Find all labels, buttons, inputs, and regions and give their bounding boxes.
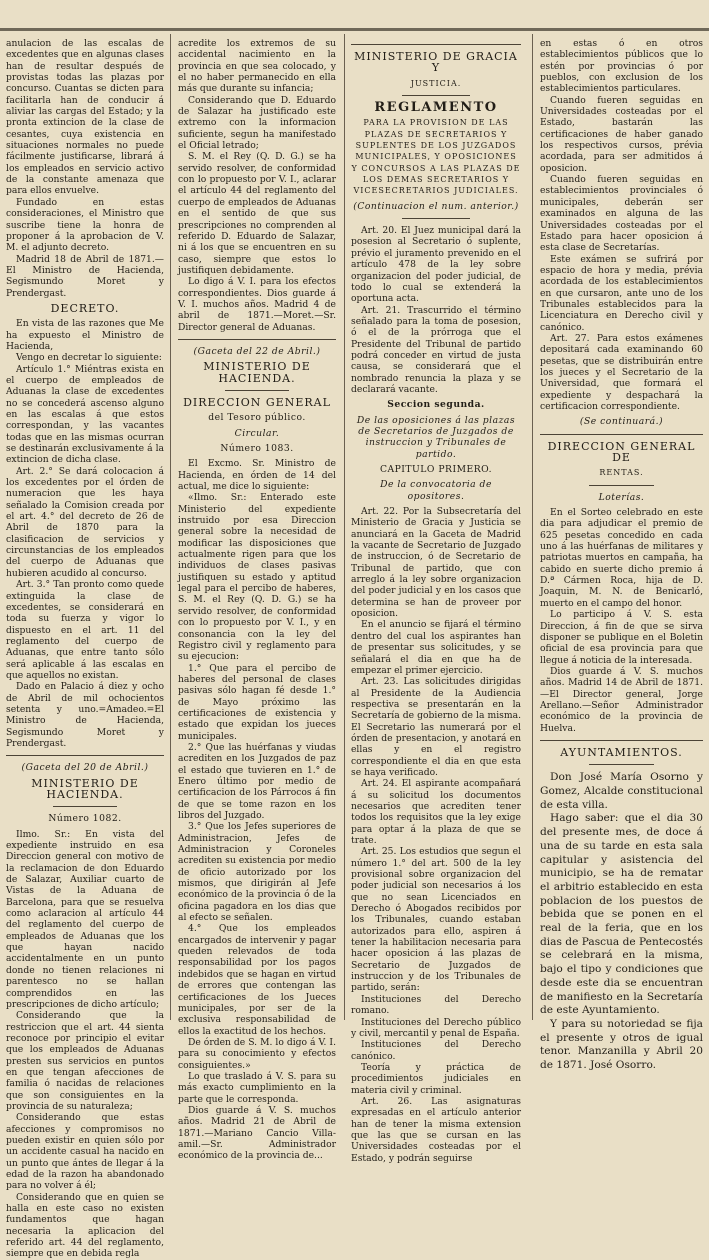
section-rule [540, 740, 703, 741]
column-divider [170, 34, 171, 1020]
article-paragraph: Fundado en estas consideraciones, el Ministro que suscribe tiene la honra de proponer á la aprobacion de V. M. el adjunto decreto. [6, 196, 164, 254]
article-paragraph: Art. 25. Los estudios que segun el número 1.° del art. 500 de la ley provisional sobre organizacion del poder judicial son necesarios á los que no sean Licenciados en Derecho ó Abogados recibidos por los Tribunales, cuando estaban autorizados para ello, aspiren á tener la habilitacion necesaria para hacer oposicion á las plazas de Secretario de Juzgados de instruccion y de los Tribunales de partido, serán: [351, 846, 521, 994]
municipal-notice [540, 771, 703, 1072]
article-paragraph: Considerando que la restriccion que el art. 44 sienta reconoce por principio el evitar que los empleados de Aduanas presten sus servicios en puntos en que tengan afecciones de familia ó nacidas de relaciones que son consiguientes en la provincia de su naturaleza; [6, 1010, 164, 1112]
section-heading: RENTAS. [599, 468, 644, 478]
section-rule [178, 339, 336, 340]
section-heading: Loterías. [598, 491, 645, 503]
section-rule [540, 434, 703, 435]
article-paragraph: Art. 26. Las asignaturas expresadas en el artículo anterior han de tener la misma extension que las que se cursan en las Universidades costeadas por el Estado, y podrán seguirse [351, 1095, 521, 1164]
section-heading: Número 1082. [48, 813, 122, 825]
article-paragraph: Considerando que D. Eduardo de Salazar ha justificado este extremo con la informacion suficiente, segun ha manifestado el Oficial letrado; [178, 94, 336, 152]
article-paragraph: Lo participo á V. S. esta Direccion, á fin de que se sirva disponer se publique en el Boletin oficial de esa provincia para que llegue á noticia de la interesada. [540, 609, 703, 666]
short-separator [589, 764, 654, 765]
section-heading: MINISTERIO DE HACIENDA. [31, 776, 139, 801]
section-rule [351, 44, 521, 45]
section-heading: De la convocatoria de opositores. [380, 479, 492, 502]
article-paragraph: Este exámen se sufrirá por espacio de hora y media, prévia acordada de los establecimientos en que cursaron, ante uno de los Tribunales establecidos para la Licenciatura en Derecho civil y canónico. [540, 253, 703, 333]
article-paragraph: Madrid 18 de Abril de 1871.—El Ministro de Hacienda, Segismundo Moret y Prendergast. [6, 253, 164, 299]
article-paragraph: Art. 3.° Tan pronto como quede extinguida la clase de excedentes, se considerará en toda su fuerza y vigor lo dispuesto en el art. 11 del reglamento del cuerpo de Aduanas, que entre tanto sólo será aplicable á las escalas en que aquellos no existan. [6, 579, 164, 681]
section-heading: Seccion segunda. [387, 399, 485, 411]
section-heading: MINISTERIO DE GRACIA Y [354, 50, 518, 75]
column-4 [540, 38, 703, 1072]
short-separator [402, 218, 470, 219]
article-paragraph: Dios guarde á V. S. muchos años. Madrid 14 de Abril de 1871.—El Director general, Jorge Arellano.—Señor Administrador económico de la provincia de Huelva. [540, 665, 703, 734]
short-separator [53, 806, 116, 807]
article-paragraph: anulacion de las escalas de excedentes que en algunas clases han de resultar después de provistas todas las plazas por concurso. Cuantas se dicten para facilitarla han de conducir á aliviar las cargas del Estado; y la pronta extincion de la clase de cesantes, cuya existencia en situaciones normales no puede fácilmente justificarse, librará á los empleados en servicio activo de la constante amenaza que para ellos envuelve. [6, 38, 164, 197]
article-paragraph: Considerando que en quien se halla en este caso no existen fundamentos que hagan necesaria la aplicacion del referido art. 44 del reglamento, siempre que en debida regla [6, 1191, 164, 1260]
section-heading: MINISTERIO DE HACIENDA. [203, 360, 311, 385]
section-heading: Circular. [234, 427, 280, 439]
section-rule [6, 755, 164, 756]
article-paragraph: Art. 27. Para estos exámenes depositará cada examinando 60 pesetas, que se distribuirán entre los jueces y el Secretario de la Universidad, que formará el expediente y despachará la certificacion correspondiente. [540, 332, 703, 412]
section-heading: PARA LA PROVISION DE LAS PLAZAS DE SECRETARIOS Y SUPLENTES DE LOS JUZGADOS MUNICIPALES, Y OPOSICIONES Y CONCURSOS A LAS PLAZAS DE LOS DEMAS SECRETARIOS Y VICESECRETARIOS JUDICIALES. [351, 118, 521, 196]
article-paragraph: S. M. el Rey (Q. D. G.) se ha servido resolver, de conformidad con lo propuesto por V. I., aclarar el artículo 44 del reglamento del cuerpo de empleados de Aduanas en el sentido de que sus prescripciones no comprenden al referido D. Eduardo de Salazar, ni á los que se encuentren en su caso, siempre que estos lo justifiquen debidamente. [178, 151, 336, 276]
notice-paragraph: Hago saber: que el dia 30 del presente mes, de doce á una de su tarde en esta sala capitular y asistencia del municipio, se ha de rematar el arbitrio establecido en esta poblacion de los puestos de bebida que se ponen en el real de la feria, que en los dias de Pascua de Pentecostés se celebrará en la misma, bajo el tipo y condiciones que desde este dia se encuentran de manifiesto en la Secretaría de este Ayuntamiento. [540, 812, 703, 1017]
section-heading: DECRETO. [50, 301, 120, 315]
section-heading: (Gaceta del 22 de Abril.) [193, 345, 321, 357]
article-paragraph: Cuando fueren seguidas en Universidades costeadas por el Estado, bastarán las certificaciones de haber ganado los respectivos cursos, prévia acordada, para ser admitidos á oposicion. [540, 94, 703, 174]
article-paragraph: Art. 20. El Juez municipal dará la posesion al Secretario ó suplente, prévio el juramento prevenido en el artículo 478 de la ley sobre organizacion del poder judicial, de todo lo cual se extenderá la oportuna acta. [351, 225, 521, 305]
article-paragraph: Dado en Palacio á diez y ocho de Abril de mil ochocientos setenta y uno.=Amadeo.=El Ministro de Hacienda, Segismundo Moret y Prendergast. [6, 681, 164, 749]
section-heading: De las oposiciones á las plazas de Secretarios de Juzgados de instruccion y Tribunales de partido. [356, 414, 516, 460]
article-paragraph: acredite los extremos de su accidental nacimiento en la provincia en que sea colocado, y el no haber permanecido en ella más que durante su infancia; [178, 38, 336, 95]
section-heading: Número 1083. [220, 443, 294, 454]
top-border [0, 28, 709, 31]
notice-paragraph: Y para su notoriedad se fija el presente y otros de igual tenor. Manzanilla y Abril 20 de 1871. José Osorro. [540, 1017, 703, 1072]
article-paragraph: Cuando fueren seguidas en establecimientos provinciales ó municipales, deberán ser examinados en alguna de las Universidades costeadas por el Estado para hacer oposicion á esta clase de Secretarías. [540, 174, 703, 254]
article-paragraph: En vista de las razones que Me ha expuesto el Ministro de Hacienda, [6, 318, 164, 352]
column-1 [6, 38, 164, 1260]
notice-paragraph: Don José María Osorno y Gomez, Alcalde constitucional de esta villa. [540, 771, 703, 811]
article-paragraph: De órden de S. M. lo digo á V. I. para su conocimiento y efectos consiguientes.» [178, 1036, 336, 1071]
article-paragraph: El Excmo. Sr. Ministro de Hacienda, en órden de 14 del actual, me dice lo siguiente: [178, 458, 336, 493]
short-separator [225, 390, 288, 391]
article-paragraph: 3.° Que los Jefes superiores de Administracion, Jefes de Administracion y Coroneles acrediten su existencia por medio de oficio autorizado por los mismos, que dirigirán al Jefe económico de la provincia ó de la oficina pagadora en los dias que al efecto se señalen. [178, 821, 336, 924]
short-separator [402, 95, 470, 96]
article-paragraph: Art. 24. El aspirante acompañará á su solicitud los documentos necesarios que acrediten tener todos los requisitos que la ley exige para optar á la plaza de que se trate. [351, 778, 521, 846]
article-paragraph: Ilmo. Sr.: En vista del expediente instruido en esa Direccion general con motivo de la reclamacion de don Eduardo de Salazar, Auxiliar cuarto de Vistas de la Aduana de Barcelona, para que se resuelva como aclaracion al artículo 44 del reglamento del cuerpo de empleados de Aduanas que los que hayan nacido accidentalmente en un punto donde no tienen relaciones ni parentesco no se hallan comprendidos en las prescripciones de dicho artículo; [6, 828, 164, 1010]
section-heading: DIRECCION GENERAL [183, 395, 331, 409]
section-heading: del Tesoro público. [208, 412, 306, 424]
article-paragraph: Teoría y práctica de procedimientos judiciales en materia civil y criminal. [351, 1061, 521, 1096]
article-paragraph: Instituciones del Derecho público y civil, mercantil y penal de España. [351, 1016, 521, 1039]
column-divider [532, 34, 533, 1020]
article-paragraph: Art. 2.° Se dará colocacion á los excedentes por el órden de numeracion que les haya señalado la Comision creada por el art. 4.° del decreto de 26 de Abril de 1870 para la clasificacion de servicios y circunstancias de los empleados del cuerpo de Aduanas que hubieren acudido al concurso. [6, 465, 164, 579]
article-paragraph: Art. 23. Las solicitudes dirigidas al Presidente de la Audiencia respectiva se presentarán en la Secretaría de gobierno de la misma. El Secretario las numerará por el órden de presentacion, y anotará en ellas y en el registro correspondiente el dia en que esta se haya verificado. [351, 676, 521, 778]
article-paragraph: Vengo en decretar lo siguiente: [16, 352, 162, 364]
article-paragraph: 1.° Que para el percibo de haberes del personal de clases pasivas sólo hagan fé desde 1.° de Mayo próximo las certificaciones de existencia y estado que expidan los jueces municipales. [178, 662, 336, 742]
column-divider [344, 34, 345, 1020]
section-heading: REGLAMENTO [374, 100, 498, 116]
article-paragraph: En el anuncio se fijará el término dentro del cual los aspirantes han de presentar sus solicitudes, y se señalará el dia en que ha de empezar el primer ejercicio. [351, 619, 521, 676]
section-heading: (Gaceta del 20 de Abril.) [21, 762, 149, 774]
article-paragraph: Instituciones del Derecho romano. [351, 993, 521, 1017]
article-paragraph: 4.° Que los empleados encargados de intervenir y pagar queden relevados de toda responsabilidad por los pagos indebidos que se hagan en virtud de errores que contengan las certificaciones de los Jueces municipales, por ser de la exclusiva responsabilidad de ellos la exactitud de los hechos. [178, 923, 336, 1037]
column-2 [178, 38, 336, 1162]
short-separator [589, 485, 654, 486]
article-paragraph: Lo digo á V. I. para los efectos correspondientes. Dios guarde á V. I. muchos años. Madrid 4 de abril de 1871.—Moret.—Sr. Director general de Aduanas. [178, 276, 336, 333]
article-paragraph: Dios guarde á V. S. muchos años. Madrid 21 de Abril de 1871.—Mariano Cancio Villa-amil.—Sr. Administrador económico de la provincia de... [178, 1104, 336, 1162]
section-heading: (Continuacion el num. anterior.) [353, 200, 519, 212]
article-paragraph: 2.° Que las huérfanas y viudas acrediten en los Juzgados de paz el estado que tuvieren en 1.° de Enero último por medio de certificacion de los Párrocos á fin de que se tome razon en los libros del Juzgado. [178, 741, 336, 821]
article-paragraph: Art. 22. Por la Subsecretaría del Ministerio de Gracia y Justicia se anunciará en la Gaceta de Madrid la vacante de Secretario de Juzgado de instruccion, ó de Secretario de Tribunal de partido, que con arreglo á la ley sobre organizacion del poder judicial y en los casos que determina se han de proveer por oposicion. [351, 506, 521, 620]
column-3 [351, 38, 521, 1164]
article-paragraph: Art. 21. Trascurrido el término señalado para la toma de posesion, ó el de la prórroga que el Presidente del Tribunal de partido podrá conceder en virtud de justa causa, se considerará que el nombrado renuncia la plaza y se declarará vacante. [351, 304, 521, 395]
article-paragraph: Considerando que estas afecciones y compromisos no pueden existir en quien sólo por un accidente casual ha nacido en un punto que ántes de llegar á la edad de la razon ha abandonado para no volver á él; [6, 1112, 164, 1192]
section-heading: (Se continuará.) [579, 416, 664, 428]
article-paragraph: En el Sorteo celebrado en este dia para adjudicar el premio de 625 pesetas concedido en cada uno á las huérfanas de militares y patriotas muertos en campaña, ha cabido en suerte dicho premio á D.ª Cármen Roca, hija de D. Joaquin, M. N. de Benicarló, muerto en el campo del honor. [540, 507, 703, 609]
section-heading: AYUNTAMIENTOS. [560, 745, 683, 759]
article-paragraph: Instituciones del Derecho canónico. [351, 1039, 521, 1062]
article-paragraph: en estas ó en otros establecimientos públicos que lo estén por provincias ó por pueblos, con exclusion de los establecimientos particulares. [540, 38, 703, 95]
article-paragraph: Artículo 1.° Miéntras exista en el cuerpo de empleados de Aduanas la clase de excedentes no se concederá ascenso alguno en las escalas á que estos correspondan, y las vacantes todas que en las mismas ocurran se destinarán exclusivamente á la extincion de dicha clase. [6, 363, 164, 466]
section-heading: CAPITULO PRIMERO. [379, 464, 493, 475]
article-paragraph: Lo que traslado á V. S. para su más exacto cumplimiento en la parte que le corresponda. [178, 1070, 336, 1105]
section-heading: DIRECCION GENERAL DE [547, 439, 696, 465]
section-heading: JUSTICIA. [410, 78, 462, 88]
article-paragraph: «Ilmo. Sr.: Enterado este Ministerio del expediente instruido por esa Direccion general sobre la necesidad de modificar las disposiciones que actualmente rigen para que los individuos de clases pasivas justifiquen su estado y aptitud legal para el percibo de haberes, S. M. el Rey (Q. D. G.) se ha servido resolver, de conformidad con lo propuesto por V. I., y en consonancia con la ley del Registro civil y reglamento para su ejecucion: [178, 492, 336, 663]
